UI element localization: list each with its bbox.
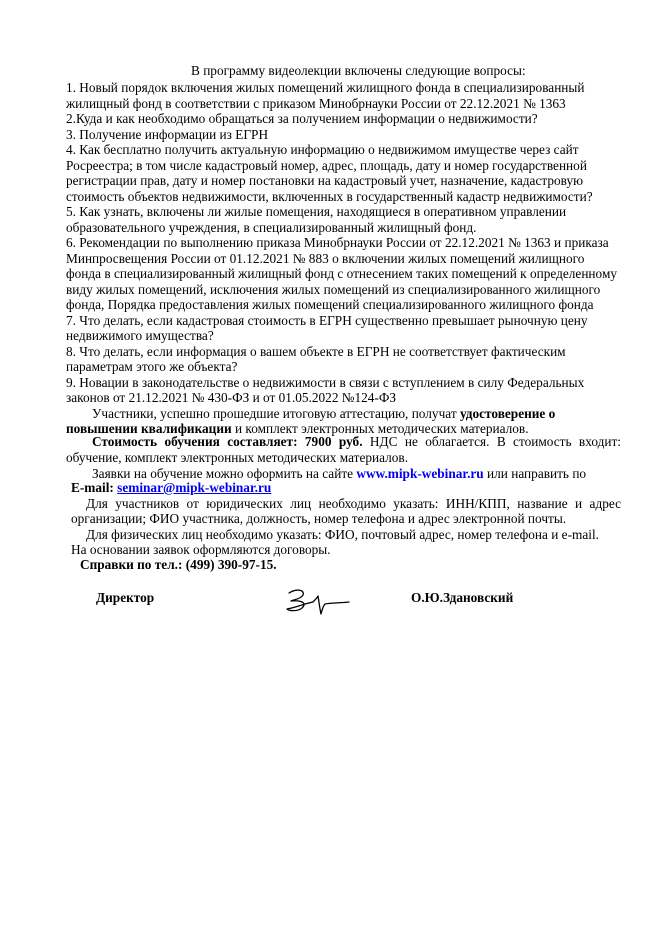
cost-label: Стоимость обучения составляет: 7900 руб.	[92, 434, 363, 449]
intro-heading: В программу видеолекции включены следующие вопросы:	[191, 63, 526, 78]
list-line: 3. Получение информации из ЕГРН	[66, 127, 269, 142]
apply-line-2	[71, 480, 271, 495]
site-link[interactable]: www.mipk-webinar.ru	[356, 466, 484, 481]
list-line: образовательного учреждения, в специализированный жилищный фонд.	[66, 220, 477, 235]
qualification-bold: повышении квалификации	[66, 421, 232, 436]
list-line: параметрам этого же объекта?	[66, 359, 238, 374]
list-line: Росреестра; в том числе кадастровый номер, адрес, площадь, дату и номер государственной	[66, 158, 587, 173]
list-line: 4. Как бесплатно получить актуальную информацию о недвижимом имуществе через сайт	[66, 142, 579, 157]
list-line: регистрации прав, дату и номер постановки на кадастровый учет, назначение, кадастровую	[66, 173, 584, 188]
list-line: 9. Новации в законодательстве о недвижимости в связи с вступлением в силу Федеральных	[66, 375, 585, 390]
director-title: Директор	[96, 590, 155, 605]
list-line: 2.Куда и как необходимо обращаться за получением информации о недвижимости?	[66, 111, 538, 126]
email-link[interactable]: seminar@mipk-webinar.ru	[117, 480, 272, 495]
cost-rest: НДС не облагается. В стоимость входит:	[362, 434, 621, 449]
certificate-text: Участники, успешно прошедшие итоговую аттестацию, получат	[92, 406, 460, 421]
physical-line: Для физических лиц необходимо указать: ФИО, почтовый адрес, номер телефона и e-mail.	[86, 527, 599, 542]
list-line: законов от 21.12.2021 № 430-ФЗ и от 01.05.2022 №124-ФЗ	[66, 390, 397, 405]
cost-line-2: обучение, комплект электронных методических материалов.	[66, 450, 409, 465]
list-line: недвижимого имущества?	[66, 328, 214, 343]
cost-line-1	[92, 434, 621, 449]
apply-text-tail: или направить по	[483, 466, 587, 481]
list-line: 5. Как узнать, включены ли жилые помещения, находящиеся в оперативном управлении	[66, 204, 567, 219]
legal-line-1: Для участников от юридических лиц необходимо указать: ИНН/КПП, название и адрес	[86, 496, 621, 511]
list-line: 1. Новый порядок включения жилых помещений жилищного фонда в специализированный	[66, 80, 585, 95]
list-line: фонда в специализированный жилищный фонд с отнесением таких помещений к определенному	[66, 266, 618, 281]
list-line: 6. Рекомендации по выполнению приказа Минобрнауки России от 22.12.2021 № 1363 и приказа	[66, 235, 609, 250]
list-line: стоимость объектов недвижимости, включенных в государственный кадастр недвижимости?	[66, 189, 593, 204]
certificate-line-1	[92, 406, 555, 421]
list-line: виду жилых помещений, исключения жилых помещений из специализированного жилищного	[66, 282, 601, 297]
email-label: E-mail:	[71, 480, 118, 495]
list-line: Минпросвещения России от 01.12.2021 № 883 о включении жилых помещений жилищного	[66, 251, 585, 266]
list-line: 7. Что делать, если кадастровая стоимость в ЕГРН существенно превышает рыночную цену	[66, 313, 588, 328]
apply-text: Заявки на обучение можно оформить на сайте	[92, 466, 357, 481]
certificate-tail: и комплект электронных методических материалов.	[231, 421, 529, 436]
signature-image	[283, 584, 353, 624]
phone-line: Справки по тел.: (499) 390-97-15.	[80, 557, 277, 572]
apply-line-1	[92, 466, 586, 481]
director-name: О.Ю.Здановский	[411, 590, 514, 605]
contracts-line: На основании заявок оформляются договоры.	[71, 542, 331, 557]
list-line: фонда, Порядка предоставления жилых помещений специализированного жилищного фонда	[66, 297, 594, 312]
list-line: 8. Что делать, если информация о вашем объекте в ЕГРН не соответствует фактическим	[66, 344, 566, 359]
list-line: жилищный фонд в соответствии с приказом Минобрнауки России от 22.12.2021 № 1363	[66, 96, 566, 111]
legal-line-2: организации; ФИО участника, должность, номер телефона и адрес электронной почты.	[71, 511, 567, 526]
certificate-bold: удостоверение о	[459, 406, 556, 421]
